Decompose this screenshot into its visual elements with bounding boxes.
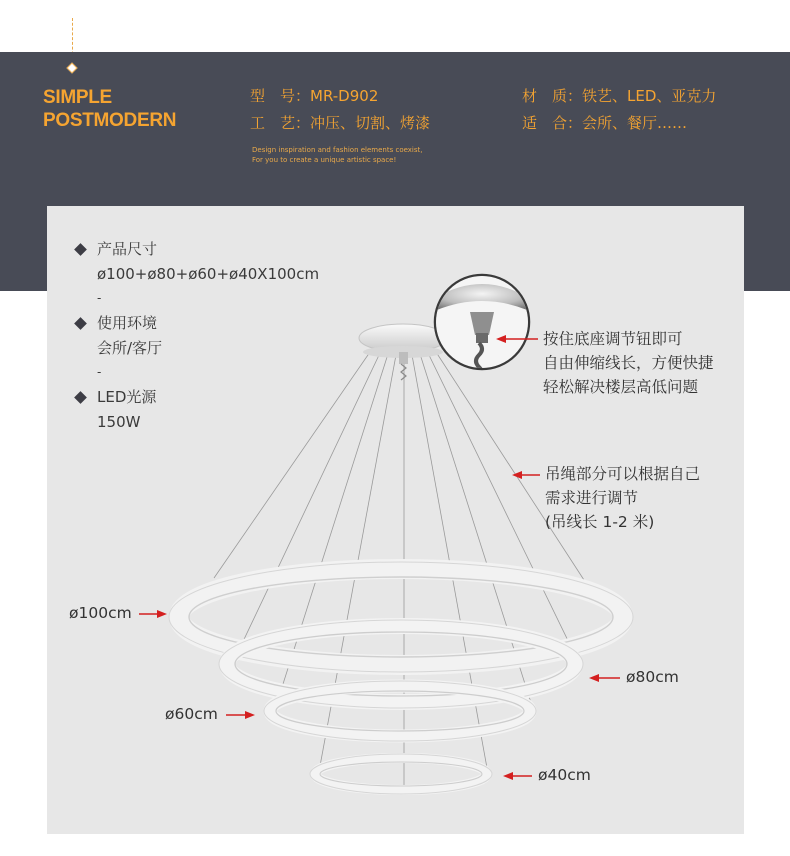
feature-env-title: 使用环境: [97, 314, 158, 332]
feature-separator: -: [97, 291, 102, 305]
feature-size-value: ø100+ø80+ø60+ø40X100cm: [97, 265, 320, 283]
note-button-line-1: 按住底座调节钮即可: [543, 330, 683, 348]
spec-usage-label: 适 合：: [522, 114, 583, 132]
ring-40: [310, 754, 492, 794]
feature-led-value: 150W: [97, 413, 141, 431]
note-cord: [545, 462, 700, 534]
spec-material-value: 铁艺、LED、亚克力: [582, 87, 717, 105]
note-button: [543, 327, 714, 399]
brand-line-2: POSTMODERN: [43, 110, 177, 131]
zoom-detail-icon: [432, 275, 532, 379]
dimension-80: ø80cm: [626, 668, 679, 686]
feature-led-title: LED光源: [97, 388, 157, 406]
brand-line-1: SIMPLE: [43, 87, 112, 108]
ring-60: [264, 681, 536, 741]
note-button-line-3: 轻松解决楼层高低问题: [543, 378, 699, 396]
spec-process-label: 工 艺：: [250, 114, 311, 132]
tagline-line-1: Design inspiration and fashion elements coexist,: [252, 146, 423, 154]
note-cord-line-2: 需求进行调节: [545, 489, 639, 507]
note-cord-line-3: (吊线长 1-2 米): [545, 513, 655, 531]
note-button-line-2: 自由伸缩线长，方便快捷: [543, 354, 714, 372]
feature-size-title: 产品尺寸: [97, 240, 158, 258]
spec-process-value: 冲压、切割、烤漆: [310, 114, 431, 132]
dimension-100: ø100cm: [69, 604, 132, 622]
ceiling-canopy: [359, 324, 447, 380]
spec-usage-value: 会所、餐厅……: [582, 114, 688, 132]
spec-model-value: MR-D902: [310, 87, 379, 105]
note-cord-line-1: 吊绳部分可以根据自己: [545, 465, 701, 483]
tagline-line-2: For you to create a unique artistic space!: [252, 156, 397, 164]
feature-env-value: 会所/客厅: [97, 339, 163, 357]
dimension-60: ø60cm: [165, 705, 218, 723]
dimension-40: ø40cm: [538, 766, 591, 784]
feature-separator: -: [97, 365, 102, 379]
spec-material-label: 材 质：: [522, 87, 583, 105]
spec-model-label: 型 号：: [250, 87, 311, 105]
